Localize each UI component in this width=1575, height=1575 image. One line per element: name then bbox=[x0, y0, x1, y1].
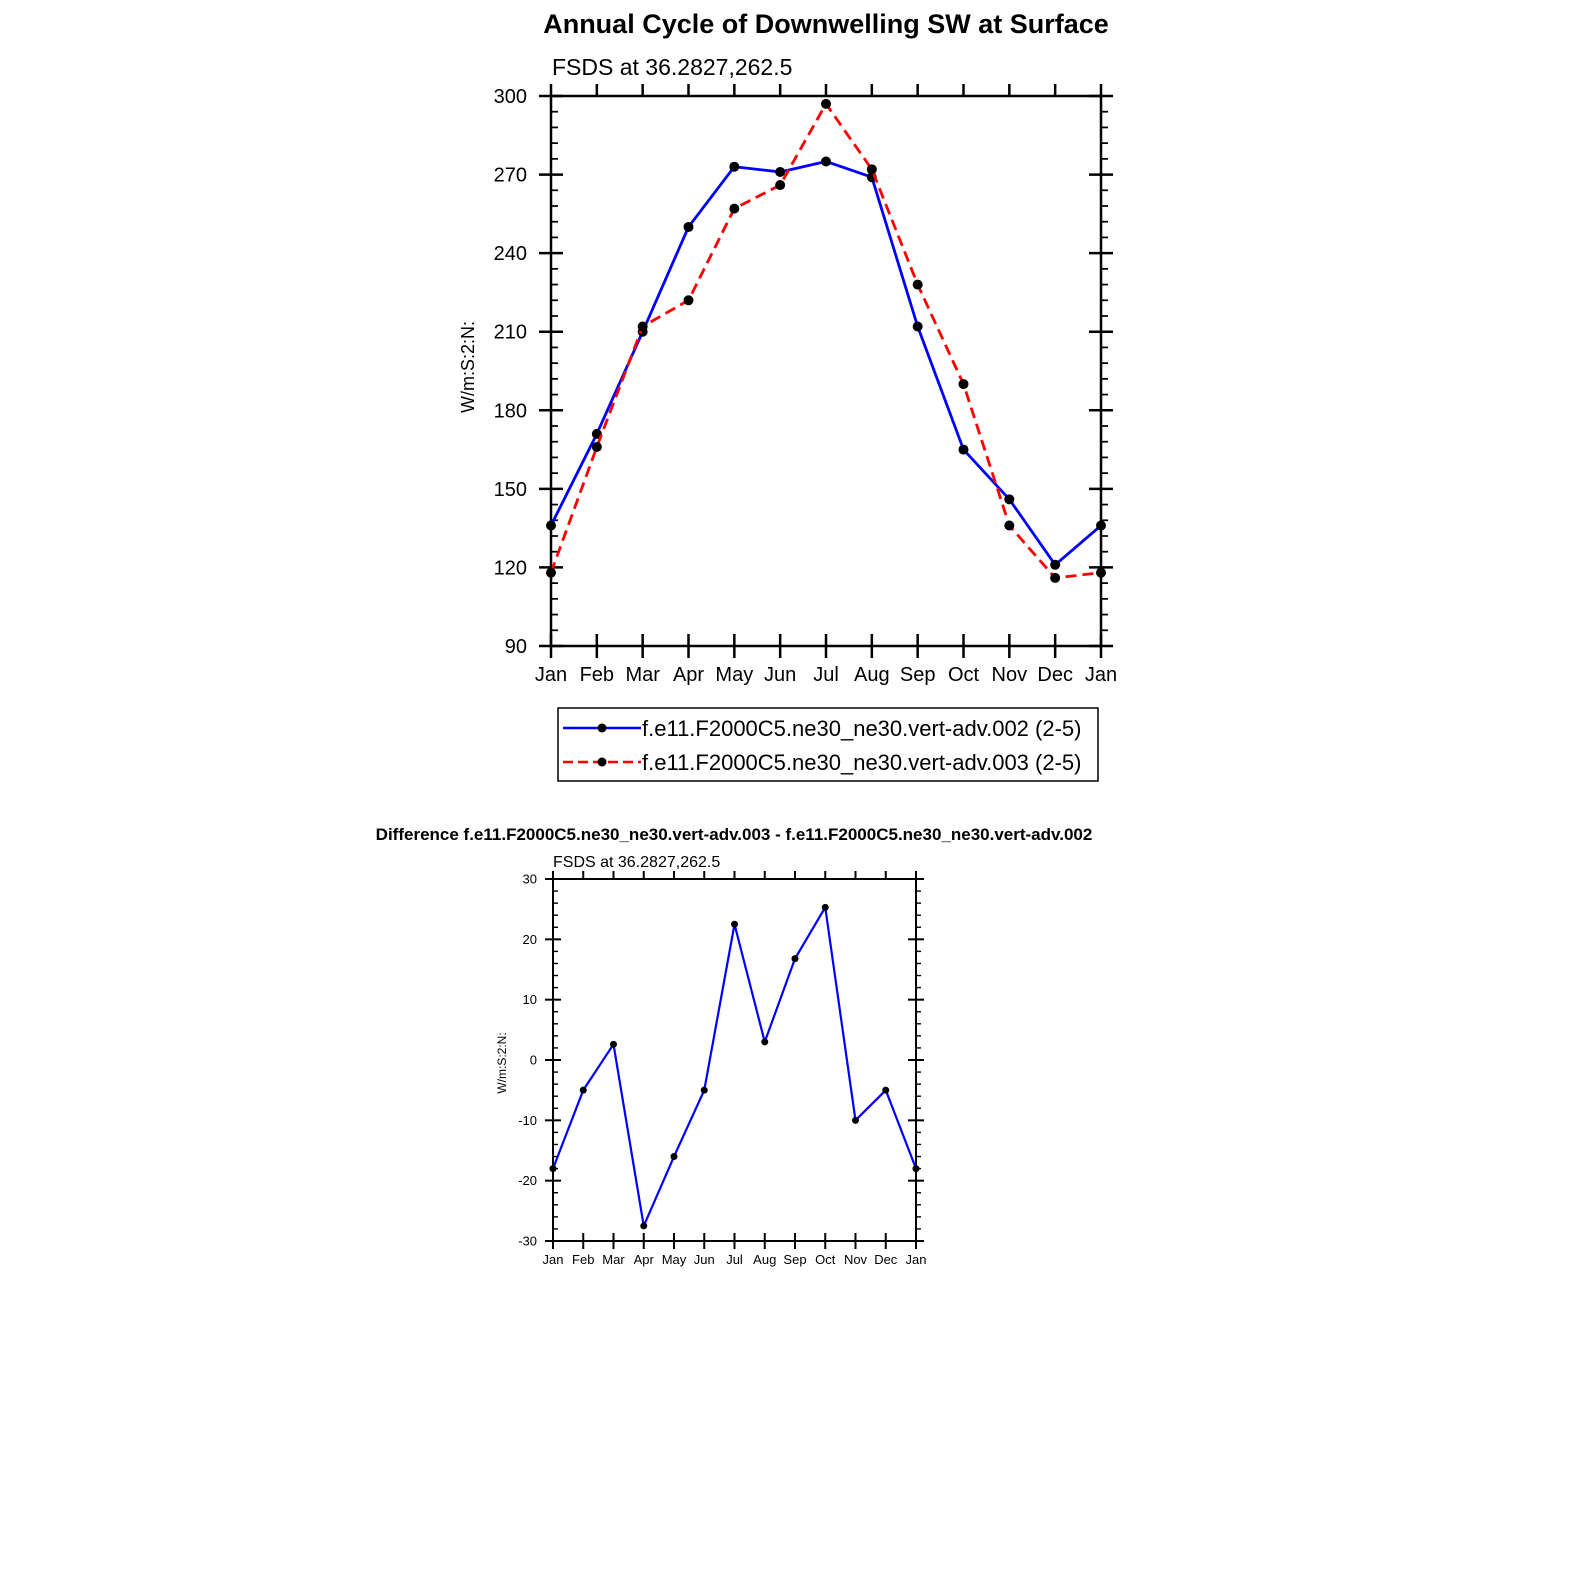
data-point bbox=[729, 162, 739, 172]
data-point bbox=[913, 321, 923, 331]
x-tick-label: May bbox=[661, 1252, 687, 1267]
x-tick-label: Dec bbox=[1037, 664, 1073, 686]
data-point bbox=[546, 521, 556, 531]
data-point bbox=[671, 1153, 678, 1160]
y-tick-label: 90 bbox=[504, 636, 527, 658]
data-point bbox=[821, 99, 831, 109]
chart-subtitle: FSDS at 36.2827,262.5 bbox=[553, 854, 721, 871]
chart-difference bbox=[376, 825, 1093, 1267]
legend-label-series-1: f.e11.F2000C5.ne30_ne30.vert-adv.002 (2-5) bbox=[642, 716, 1082, 741]
y-axis-label: W/m:S:2:N: bbox=[495, 1032, 509, 1094]
data-point bbox=[1004, 521, 1014, 531]
x-tick-label: Sep bbox=[783, 1252, 807, 1267]
data-point bbox=[640, 1222, 647, 1229]
data-point bbox=[1096, 568, 1106, 578]
data-point bbox=[1050, 560, 1060, 570]
y-tick-label: 10 bbox=[522, 992, 537, 1008]
data-point bbox=[701, 1087, 708, 1094]
legend bbox=[558, 708, 1098, 781]
legend-marker-series-2 bbox=[598, 758, 607, 767]
data-point bbox=[1004, 494, 1014, 504]
plot-area bbox=[518, 871, 926, 1267]
data-point bbox=[867, 164, 877, 174]
x-tick-label: Mar bbox=[602, 1252, 625, 1267]
x-tick-label: Apr bbox=[672, 664, 705, 686]
data-point bbox=[792, 955, 799, 962]
y-tick-label: 180 bbox=[493, 400, 527, 423]
x-tick-label: Sep bbox=[899, 664, 936, 686]
data-point bbox=[546, 568, 556, 578]
x-tick-label: Jul bbox=[726, 1252, 743, 1267]
x-tick-label: Mar bbox=[625, 664, 660, 686]
y-tick-label: 0 bbox=[529, 1052, 537, 1068]
data-point bbox=[775, 167, 785, 177]
data-point bbox=[550, 1165, 557, 1172]
legend-label-series-2: f.e11.F2000C5.ne30_ne30.vert-adv.003 (2-5) bbox=[642, 750, 1082, 775]
data-point bbox=[684, 295, 694, 305]
x-tick-label: Jan bbox=[542, 1252, 564, 1267]
data-point bbox=[684, 222, 694, 232]
data-point bbox=[610, 1041, 617, 1048]
y-tick-label: 120 bbox=[493, 557, 527, 580]
data-point bbox=[882, 1087, 889, 1094]
plot-frame bbox=[551, 96, 1101, 646]
x-tick-label: Nov bbox=[991, 664, 1028, 686]
data-point bbox=[1096, 521, 1106, 531]
x-tick-label: Jan bbox=[534, 664, 568, 686]
y-tick-label: 30 bbox=[522, 871, 537, 887]
y-axis-label: W/m:S:2:N: bbox=[458, 320, 478, 414]
y-tick-label: 240 bbox=[493, 243, 527, 266]
data-point bbox=[913, 1165, 920, 1172]
series-line-1 bbox=[553, 907, 916, 1226]
data-point bbox=[775, 180, 785, 190]
x-tick-label: Nov bbox=[843, 1252, 868, 1267]
series-line-2 bbox=[551, 104, 1101, 578]
plot-frame bbox=[553, 879, 916, 1241]
y-tick-label: -20 bbox=[518, 1173, 537, 1189]
data-point bbox=[1050, 573, 1060, 583]
data-point bbox=[731, 921, 738, 928]
y-tick-label: 20 bbox=[522, 931, 537, 947]
series-line-1 bbox=[551, 161, 1101, 564]
data-point bbox=[729, 204, 739, 214]
legend-marker-series-1 bbox=[598, 724, 607, 733]
x-tick-label: Apr bbox=[633, 1252, 654, 1267]
chart-annual-cycle bbox=[458, 9, 1117, 781]
x-tick-label: Aug bbox=[854, 664, 890, 686]
x-tick-label: Jun bbox=[693, 1252, 715, 1267]
data-point bbox=[959, 379, 969, 389]
x-tick-label: Feb bbox=[579, 664, 615, 686]
x-tick-label: Oct bbox=[947, 664, 980, 686]
y-tick-label: 300 bbox=[493, 86, 527, 108]
x-tick-label: Dec bbox=[874, 1252, 898, 1267]
x-tick-label: Jan bbox=[905, 1252, 927, 1267]
x-tick-label: Oct bbox=[815, 1252, 836, 1267]
chart-title: Difference f.e11.F2000C5.ne30_ne30.vert-adv.003 - f.e11.F2000C5.ne30_ne30.vert-adv.002 bbox=[375, 825, 1093, 844]
x-tick-label: Jan bbox=[1084, 664, 1118, 686]
data-point bbox=[913, 280, 923, 290]
x-tick-label: Jul bbox=[813, 664, 839, 686]
data-point bbox=[852, 1117, 859, 1124]
x-tick-label: May bbox=[715, 664, 754, 686]
x-tick-label: Feb bbox=[572, 1252, 595, 1267]
x-tick-label: Jun bbox=[764, 664, 797, 686]
plot-area bbox=[494, 84, 1118, 686]
data-point bbox=[638, 321, 648, 331]
data-point bbox=[592, 442, 602, 452]
chart-subtitle: FSDS at 36.2827,262.5 bbox=[552, 54, 793, 80]
y-tick-label: 150 bbox=[493, 478, 527, 501]
y-tick-label: 210 bbox=[493, 321, 527, 344]
data-point bbox=[959, 445, 969, 455]
x-tick-label: Aug bbox=[753, 1252, 777, 1267]
y-tick-label: -10 bbox=[518, 1112, 537, 1128]
data-point bbox=[580, 1087, 587, 1094]
data-point bbox=[821, 156, 831, 166]
y-tick-label: -30 bbox=[518, 1233, 537, 1249]
chart-title: Annual Cycle of Downwelling SW at Surface bbox=[543, 9, 1109, 39]
y-tick-label: 270 bbox=[493, 164, 527, 187]
data-point bbox=[761, 1038, 768, 1045]
data-point bbox=[822, 904, 829, 911]
